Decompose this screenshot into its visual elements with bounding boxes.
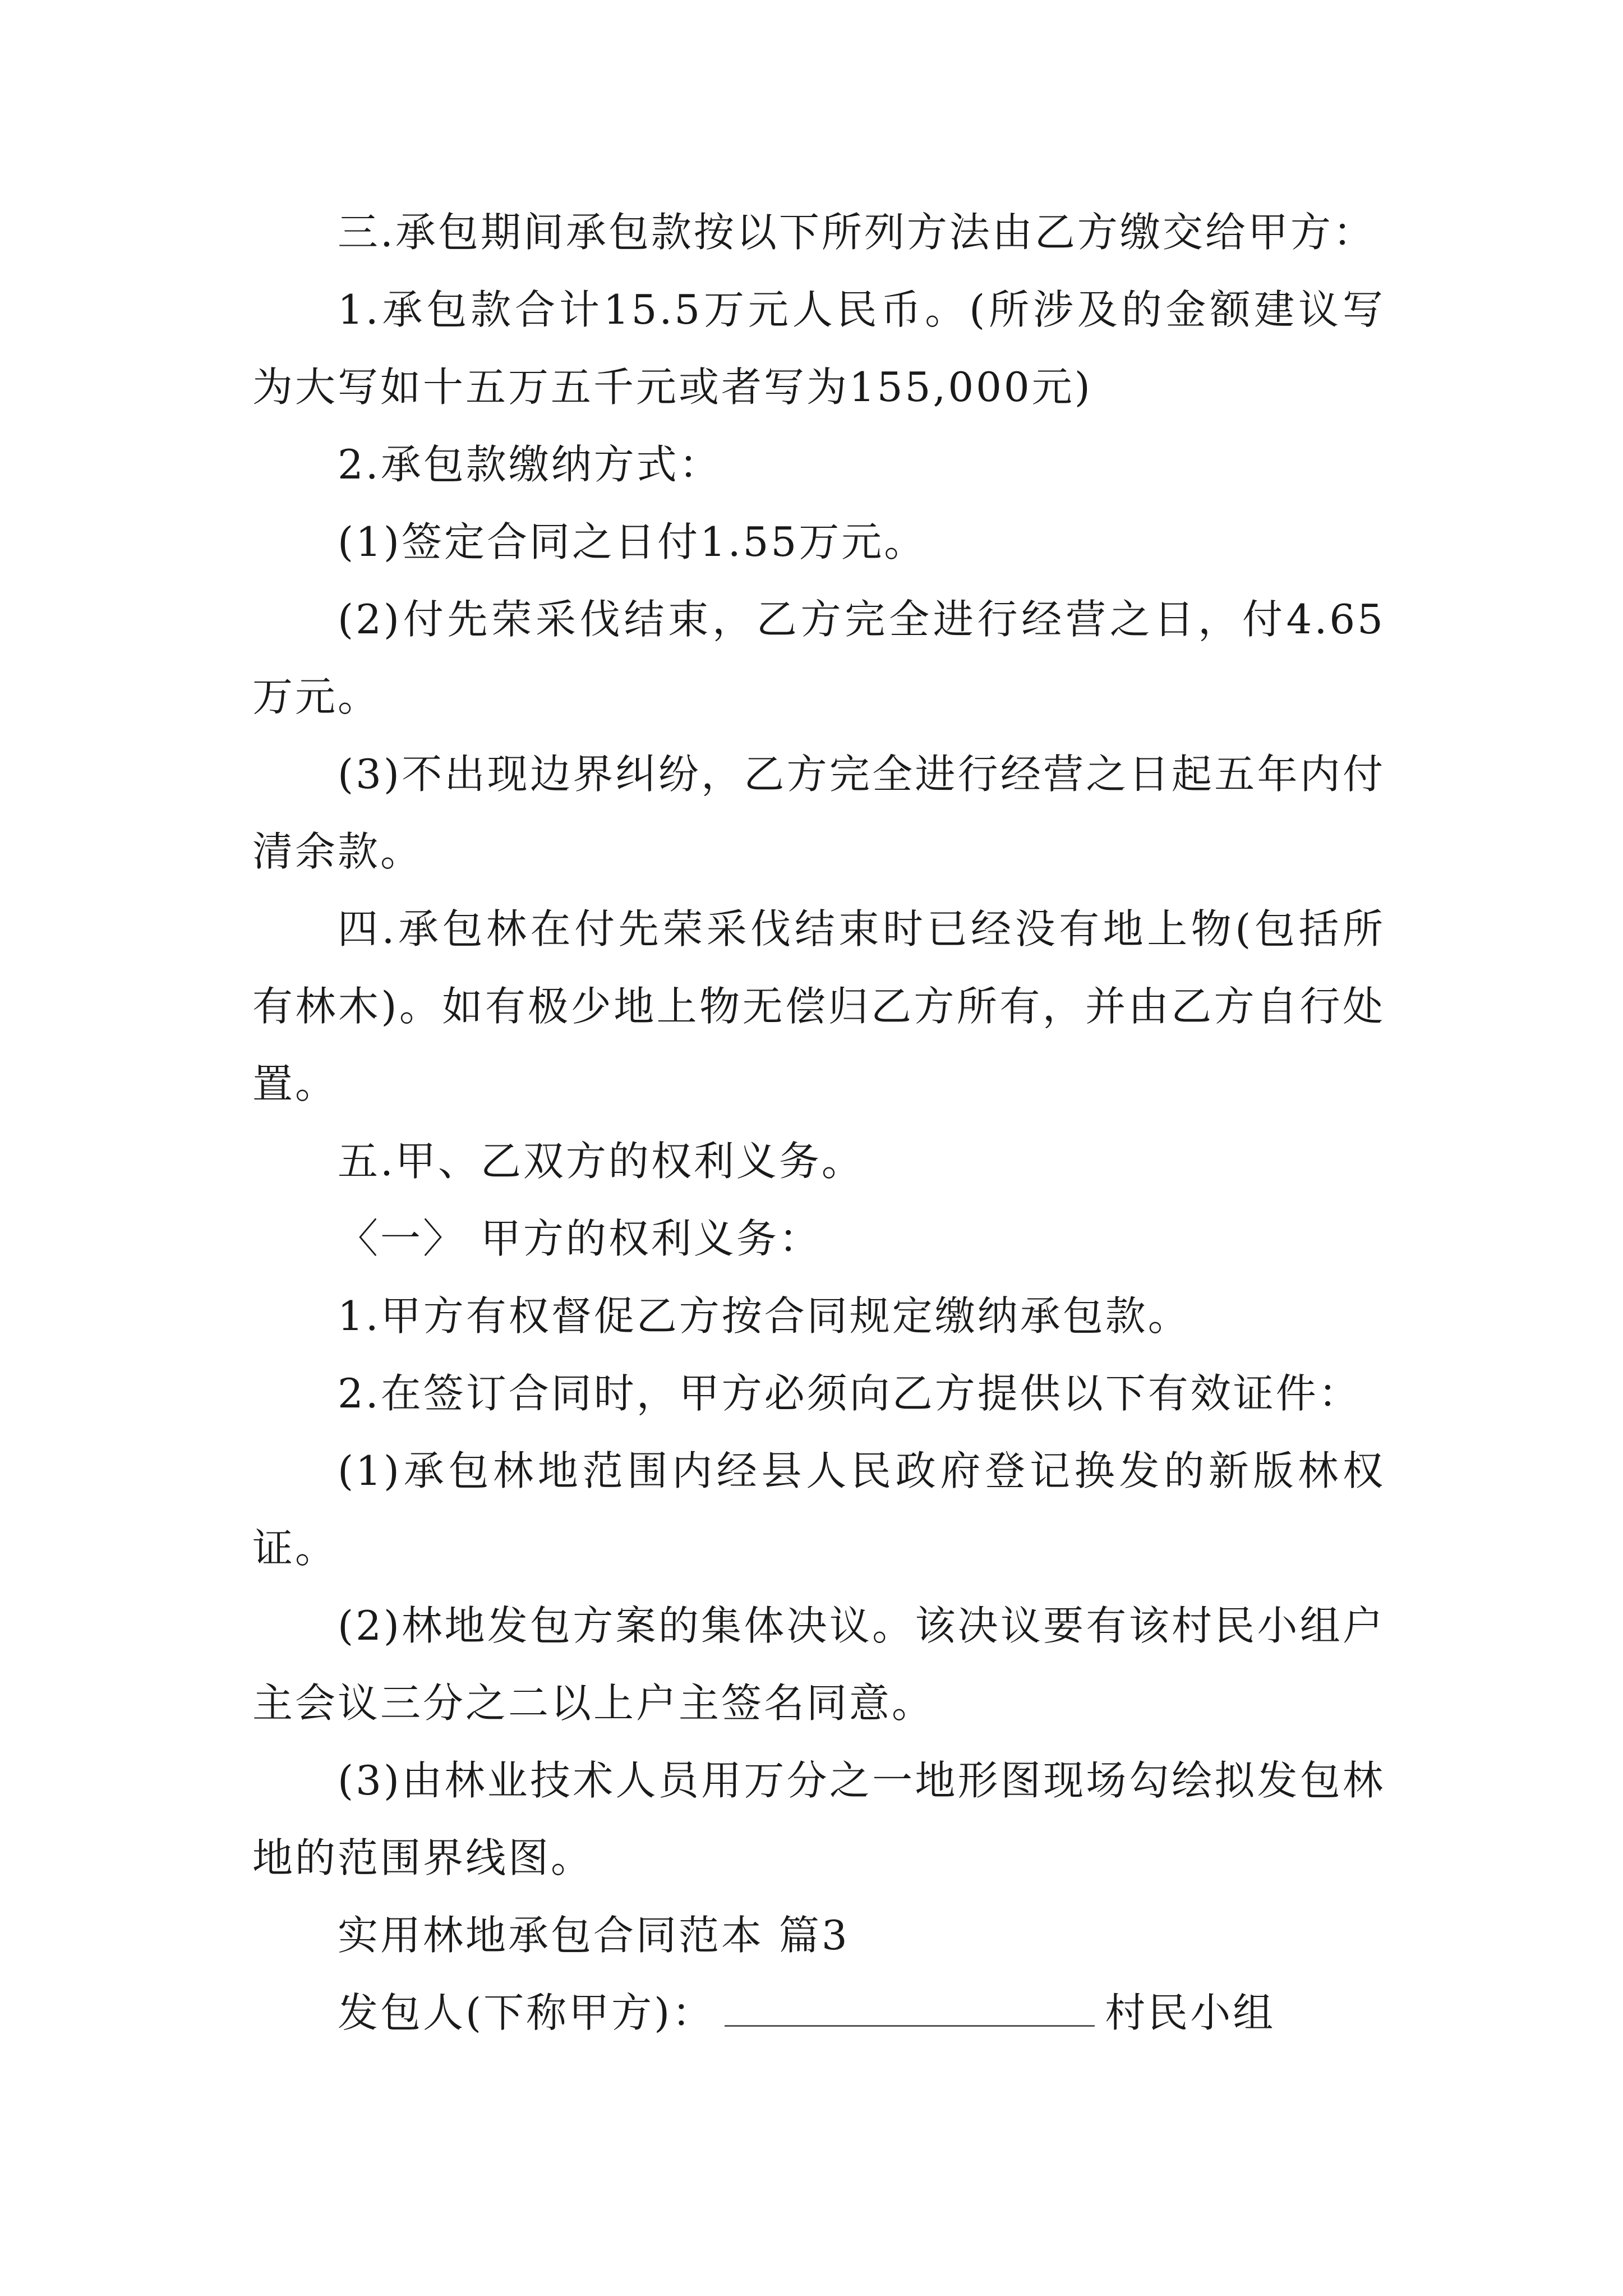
paragraph-payment-1: (1)签定合同之日付1.55万元。 [338, 518, 927, 565]
paragraph-payment-total: 1.承包款合计15.5万元人民币。(所涉及的金额建议写为大写如十五万五千元或者写为155,000元) [252, 286, 1385, 411]
paragraph-party-a-2: 2.在签订合同时，甲方必须向乙方提供以下有效证件： [338, 1370, 1361, 1417]
section-title-part-3: 实用林地承包合同范本 篇3 [338, 1912, 850, 1959]
paragraph-party-a-heading: 〈一〉 甲方的权利义务： [338, 1215, 822, 1262]
paragraph-document-3: (3)由林业技术人员用万分之一地形图现场勾绘拟发包林地的范围界线图。 [252, 1757, 1385, 1881]
paragraph-document-1: (1)承包林地范围内经县人民政府登记换发的新版林权证。 [252, 1447, 1385, 1572]
paragraph-payment-2: (2)付先荣采伐结束，乙方完全进行经营之日，付4.65万元。 [252, 596, 1385, 720]
paragraph-section-4: 四.承包林在付先荣采伐结束时已经没有地上物(包括所有林木)。如有极少地上物无偿归乙方所有，并由乙方自行处置。 [252, 905, 1385, 1107]
issuer-label: 发包人(下称甲方)： [338, 1989, 715, 2036]
issuer-blank-field [725, 1986, 1095, 2027]
contract-body [252, 194, 1385, 2051]
paragraph-issuer-line [252, 1974, 1385, 2051]
paragraph-document-2: (2)林地发包方案的集体决议。该决议要有该村民小组户主会议三分之二以上户主签名同意。 [252, 1602, 1385, 1727]
paragraph-payment-3: (3)不出现边界纠纷，乙方完全进行经营之日起五年内付清余款。 [252, 751, 1385, 875]
paragraph-party-a-1: 1.甲方有权督促乙方按合同规定缴纳承包款。 [338, 1292, 1191, 1340]
issuer-suffix: 村民小组 [1105, 1989, 1276, 2036]
paragraph-section-5: 五.甲、乙双方的权利义务。 [338, 1138, 864, 1185]
paragraph-payment-method: 2.承包款缴纳方式： [338, 441, 722, 488]
paragraph-section-3: 三.承包期间承包款按以下所列方法由乙方缴交给甲方： [338, 209, 1376, 256]
